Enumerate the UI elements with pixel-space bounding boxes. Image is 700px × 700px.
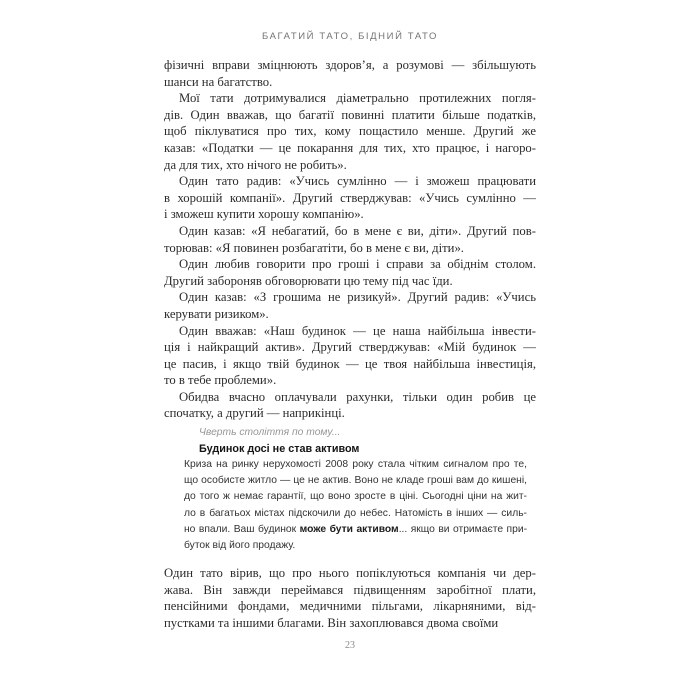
paragraph (164, 57, 536, 90)
paragraph (164, 323, 536, 389)
text-line: спочатку, а другий — наприкінці. (164, 406, 345, 421)
text-line: ло в багатьох містах підскочили до небес. Натомість в інших — силь- (184, 507, 527, 519)
text-line: то в тебе проблеми». (164, 373, 277, 388)
text-line: до того ж немає гарантії, що воно зросте в ціні. Сьогодні ціни на жит- (184, 491, 527, 503)
paragraph (164, 389, 536, 422)
text-line: і зможеш купити хорошу компанію». (164, 207, 364, 222)
text-line: буток від його продажу. (184, 540, 296, 552)
closing-paragraphs (164, 565, 536, 631)
text-line: щоб піклуватися про тих, кому пощастило менше. Другий же (164, 124, 536, 139)
text-line: пенсійними фондами, медичними пільгами, лікарняними, від- (164, 599, 536, 614)
text-line: дів. Один вважав, що багатії повинні платити більше податків, (164, 107, 536, 122)
body-paragraphs (164, 57, 536, 422)
text-line: ція і найкращий актив». Другий стверджував: «Мій будинок — (164, 340, 536, 355)
text-line: казав: «Податки — це покарання для тих, хто працює, і нагоро- (164, 140, 536, 155)
text-line: в хорошій компанії». Другий стверджував: «Учись сумлінно — (164, 190, 536, 205)
bold-text-segment: може бути активом (299, 523, 399, 535)
text-segment: но впали. Ваш будинок (184, 523, 300, 535)
paragraph (164, 223, 536, 256)
callout-title: Будинок досі не став активом (199, 443, 360, 456)
text-line: Другий забороняв обговорювати цю тему під час їди. (164, 273, 453, 288)
text-line: Обидва вчасно оплачували рахунки, тільки один робив це (179, 389, 536, 404)
text-line: Один тато вірив, що про нього попіклуються компанія чи дер- (164, 566, 536, 581)
paragraph (164, 565, 536, 631)
text-line: що особисте житло — це не актив. Воно не кладе гроші вам до кишені, (184, 475, 527, 487)
running-head: БАГАТИЙ ТАТО, БІДНИЙ ТАТО (261, 31, 438, 42)
text-line (184, 522, 527, 538)
text-line: фізичні вправи зміцнюють здоров’я, а розумові — збільшують (164, 58, 536, 72)
callout-kicker: Чверть століття по тому... (199, 427, 341, 439)
callout-body (184, 457, 527, 554)
text-line: Один казав: «Я небагатий, бо в мене є ви, діти». Другий пов- (179, 223, 536, 238)
text-line: це пасив, і якщо твій будинок — це твоя найбільша інвестиція, (164, 356, 536, 371)
paragraph (164, 90, 536, 173)
text-segment: ... якщо ви отримаєте при- (398, 523, 527, 535)
text-line: жава. Він завжди переймався підвищенням заробітної плати, (164, 582, 536, 597)
paragraph (164, 256, 536, 289)
text-line: Один любив говорити про гроші і справи за обіднім столом. (179, 257, 536, 272)
text-line: керувати ризиком». (164, 306, 269, 321)
callout-box (184, 425, 527, 554)
text-line: торював: «Я повинен розбагатіти, бо в мене є ви, діти». (164, 240, 464, 255)
text-line: Один казав: «З грошима не ризикуй». Другий радив: «Учись (179, 290, 536, 305)
text-line: Один вважав: «Наш будинок — це наша найбільша інвести- (179, 323, 536, 338)
paragraph (184, 457, 527, 554)
page-number: 23 (345, 640, 355, 651)
text-line: Криза на ринку нерухомості 2008 року стала чітким сигналом про те, (184, 459, 527, 471)
text-line: пустками та іншими благами. Він захоплювався двома своїми (164, 616, 499, 631)
text-line: да для тих, хто нічого не робить». (164, 157, 347, 172)
text-line: Мої тати дотримувалися діаметрально протилежних погля- (179, 91, 536, 106)
text-column (164, 57, 536, 632)
text-line: Один тато радив: «Учись сумлінно — і зможеш працювати (179, 174, 536, 189)
paragraph (164, 173, 536, 223)
text-line: шанси на багатство. (164, 74, 273, 89)
paragraph (164, 289, 536, 322)
